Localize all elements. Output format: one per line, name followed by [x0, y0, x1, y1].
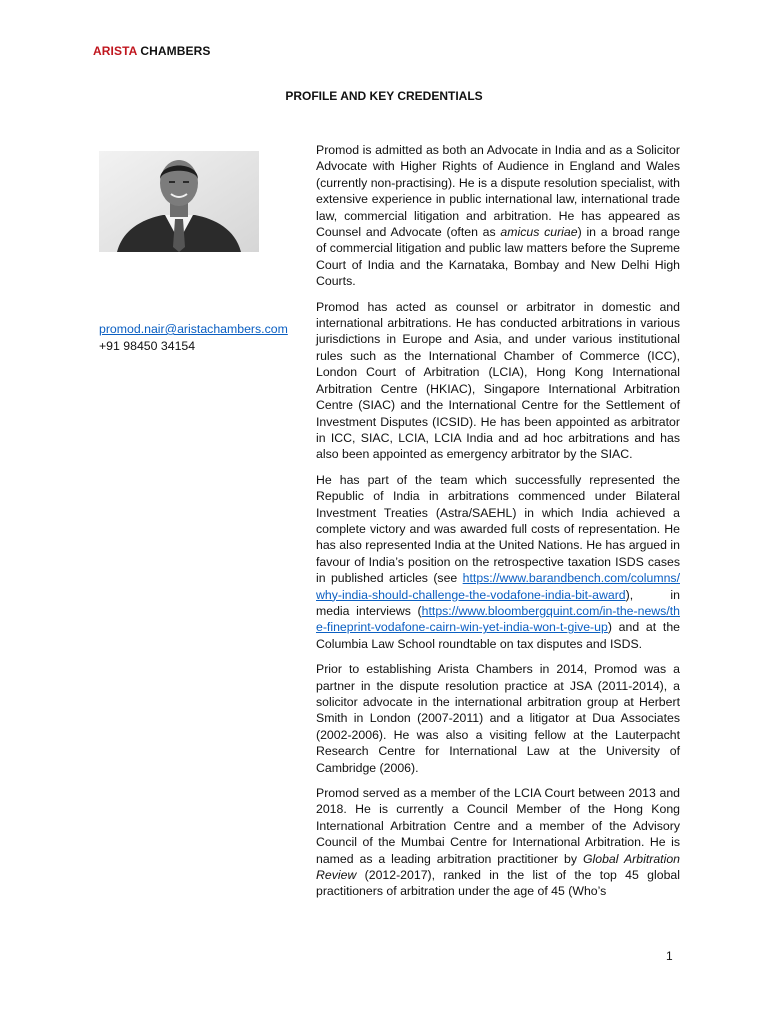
- phone-number: +91 98450 34154: [99, 339, 196, 353]
- paragraph-1-text-b: ) in a broad range of commercial litigation and public law matters before the Supreme Court of India and the Karnataka, Bombay and New Delhi High Courts.: [316, 225, 681, 289]
- profile-photo: [99, 151, 259, 252]
- page-number: 1: [666, 949, 673, 963]
- paragraph-3-text-a: He has part of the team which successfully represented the Republic of India in arbitrations commenced under Bilateral Investment Treaties (Astra/SAEHL) in which India achieved a complete victory and was awarded full costs of representation. He has also represented India at the United Nations. He has argued in favour of India’s position on the retrospective taxation ISDS cases in published articles (see: [316, 472, 680, 586]
- paragraph-4: Prior to establishing Arista Chambers in 2014, Promod was a partner in the dispute resolution practice at JSA (2011-2014), a solicitor advocate in the international arbitration group at Herbert Smith in London (2007-2011) and a litigator at Dua Associates (2002-2006). He was also a visiting fellow at the Lauterpacht Research Centre for International Law at the University of Cambridge (2006).: [316, 662, 680, 775]
- paragraph-5-text-a: Promod served as a member of the LCIA Court between 2013 and 2018. He is currently a Council Member of the Hong Kong International Arbitration Centre and a member of the Advisory Council of the Mumbai Centre for International Arbitration. He is named as a leading arbitration practitioner by: [316, 786, 680, 866]
- paragraph-5-text-b: (2012-2017), ranked in the list of the top 45 global practitioners of arbitration under the age of 45 (Who’s: [316, 868, 680, 899]
- barandbench-link[interactable]: https://www.barandbench.com/columns/why-india-should-challenge-the-vodafone-india-bit-award: [316, 571, 680, 602]
- paragraph-1-text-a: Promod is admitted as both an Advocate in India and as a Solicitor Advocate with Higher Rights of Audience in England and Wales (currently non-practising). He is a dispute resolution specialist, with extensive experience in public international law, international trade law, commercial litigation and arbitration. He has appeared as Counsel and Advocate (often as: [316, 143, 680, 240]
- email-link[interactable]: promod.nair@aristachambers.com: [99, 322, 288, 336]
- brand-name-red: ARISTA: [93, 44, 137, 58]
- paragraph-1: [316, 142, 680, 290]
- contact-block: [99, 321, 288, 355]
- paragraph-3-text-b: ), in media interviews (: [316, 587, 680, 618]
- paragraph-3: [316, 472, 680, 652]
- paragraph-5: [316, 785, 680, 900]
- page-title: PROFILE AND KEY CREDENTIALS: [285, 89, 483, 103]
- paragraph-3-text-c: ) and at the Columbia Law School roundtable on tax disputes and ISDS.: [316, 620, 680, 651]
- paragraph-5-italic: Global Arbitration Review: [316, 851, 680, 883]
- bloombergquint-link[interactable]: https://www.bloombergquint.com/in-the-news/the-fineprint-vodafone-cairn-win-yet-india-won-t-give-up: [316, 603, 680, 635]
- header-brand: [93, 44, 211, 58]
- profile-body: [316, 142, 680, 909]
- paragraph-1-italic: amicus curiae: [500, 225, 578, 240]
- paragraph-2: Promod has acted as counsel or arbitrator in domestic and international arbitrations. He has conducted arbitrations in various jurisdictions in Europe and Asia, and under various institutional rules such as the International Chamber of Commerce (ICC), London Court of Arbitration (LCIA), Hong Kong International Arbitration Centre (HKIAC), Singapore International Arbitration Centre (SIAC) and the International Centre for the Settlement of Investment Disputes (ICSID). He has been appointed as arbitrator in ICC, SIAC, LCIA, LCIA India and ad hoc arbitrations and has also been appointed as emergency arbitrator by the SIAC.: [316, 299, 680, 462]
- portrait-image: [99, 151, 259, 252]
- brand-name-rest: CHAMBERS: [136, 44, 211, 58]
